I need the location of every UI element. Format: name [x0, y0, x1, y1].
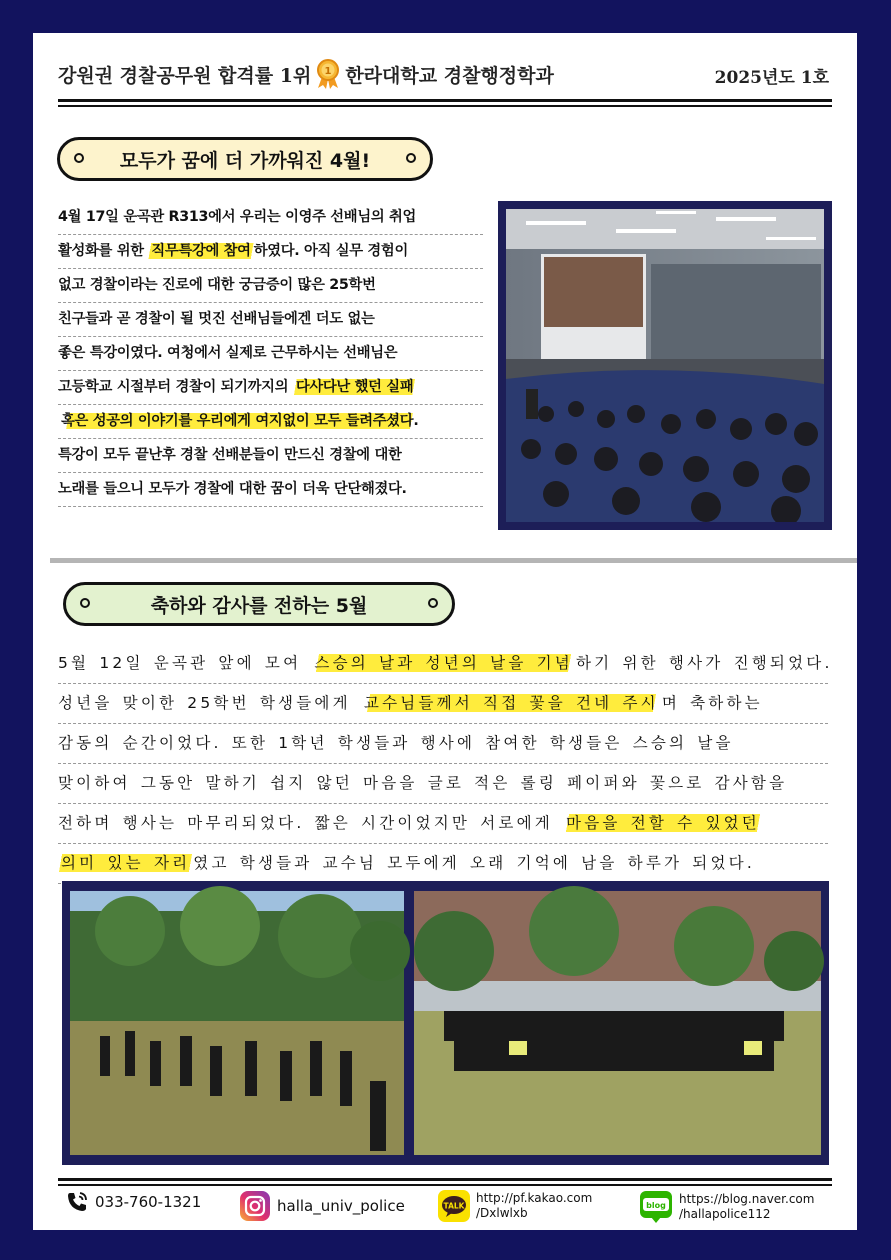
- line-text: 였고 학생들과 교수님 모두에게 오래 기억에 남을 하루가 되었다.: [193, 854, 755, 872]
- section-divider: [50, 558, 857, 563]
- kakao-url-line2: /Dxlwlxb: [476, 1206, 528, 1220]
- kakaotalk-icon: [438, 1190, 470, 1222]
- section1-heading: 모두가 꿈에 더 가까워진 4월!: [119, 149, 371, 172]
- highlighted-text: 혹은 성공의 이야기를 우리에게 여지없이 모두 들려주셨다.: [58, 413, 421, 429]
- blog-label: blog: [646, 1201, 666, 1210]
- text-line: [58, 337, 483, 371]
- line-text: 친구들과 곧 경찰이 될 멋진 선배님들에겐 더도 없는: [58, 311, 375, 327]
- footer-blog[interactable]: [639, 1190, 814, 1224]
- text-line: [58, 405, 483, 439]
- kakao-url: [476, 1191, 592, 1221]
- text-line: [58, 684, 828, 724]
- line-text: 전하며 행사는 마무리되었다. 짧은 시간이었지만 서로에게: [58, 814, 564, 832]
- text-line: [58, 644, 833, 684]
- highlighted-text: 스승의 날과 성년의 날을 기념: [311, 654, 576, 672]
- text-line: [58, 473, 483, 507]
- footer-rule-thin: [58, 1184, 832, 1186]
- line-text: 성년을 맞이한 25학번 학생들에게: [58, 694, 361, 712]
- text-line: [58, 235, 483, 269]
- line-text: 며 축하하는: [661, 694, 763, 712]
- line-text: 노래를 들으니 모두가 경찰에 대한 꿈이 더욱 단단해졌다.: [58, 481, 407, 497]
- header-rule-thin: [58, 105, 832, 107]
- line-text: 활성화를 위한: [58, 243, 149, 259]
- kakao-label: TALK: [443, 1201, 465, 1211]
- line-text: 5월 12일 운곡관 앞에 모여: [58, 654, 312, 672]
- event-photo-pair: [62, 881, 829, 1165]
- pill-dot-left: [74, 153, 84, 163]
- line-text: 없고 경찰이라는 진로에 대한 궁금증이 많은 25학번: [58, 277, 376, 293]
- event-photos: [62, 881, 829, 1165]
- pill-dot-right: [406, 153, 416, 163]
- line-text: 고등학교 시절부터 경찰이 되기까지의: [58, 379, 293, 395]
- phone-icon: [65, 1190, 89, 1214]
- phone-number: 033-760-1321: [95, 1193, 202, 1211]
- footer-rule: [58, 1178, 832, 1181]
- title-left: 강원권 경찰공무원 합격률 1위: [58, 64, 312, 87]
- newsletter-page: [33, 33, 857, 1230]
- header-rule: [58, 99, 832, 102]
- medal-icon: [314, 59, 342, 89]
- text-line: [58, 303, 483, 337]
- highlighted-text: 의미 있는 자리: [58, 854, 193, 872]
- text-line: [58, 371, 483, 405]
- highlighted-text: 교수님들께서 직접 꽃을 건네 주시: [361, 694, 662, 712]
- text-line: [58, 804, 828, 844]
- text-line: [58, 439, 483, 473]
- text-line: [58, 269, 483, 303]
- highlighted-text: 직무특강에 참여: [148, 243, 253, 259]
- kakao-url-line1: http://pf.kakao.com: [476, 1191, 593, 1205]
- text-line: [58, 764, 828, 804]
- line-text: 감동의 순간이었다. 또한 1학년 학생들과 행사에 참여한 학생들은 스승의 날을: [58, 734, 734, 752]
- section2-body: [58, 644, 833, 884]
- section1-heading-pill: [57, 137, 433, 181]
- line-text: 하기 위한 행사가 진행되었다.: [575, 654, 833, 672]
- naver-blog-icon: [639, 1190, 673, 1224]
- line-text: 하였다. 아직 실무 경험이: [253, 243, 408, 259]
- section2-heading: 축하와 감사를 전하는 5월: [150, 594, 368, 617]
- blog-url-line2: /hallapolice112: [679, 1207, 771, 1221]
- lecture-photo: [498, 201, 832, 530]
- title-right: 한라대학교 경찰행정학과: [345, 64, 554, 87]
- blog-url: [679, 1192, 814, 1222]
- pill-dot-right: [428, 598, 438, 608]
- issue-number: 2025년도 1호: [714, 68, 829, 88]
- text-line: [58, 724, 828, 764]
- medal-number: 1: [324, 66, 332, 77]
- section1-body: [58, 201, 483, 507]
- highlighted-text: 마음을 전할 수 있었던: [563, 814, 763, 832]
- footer-phone[interactable]: [65, 1190, 201, 1214]
- blog-url-line1: https://blog.naver.com: [679, 1192, 815, 1206]
- newsletter-title: [58, 59, 554, 89]
- highlighted-text: 다사다난 했던 실패: [293, 379, 416, 395]
- line-text: 4월 17일 운곡관 R313에서 우리는 이영주 선배님의 취업: [58, 209, 417, 225]
- line-text: 특강이 모두 끝난후 경찰 선배분들이 만드신 경찰에 대한: [58, 447, 402, 463]
- pill-dot-left: [80, 598, 90, 608]
- footer-kakao[interactable]: [438, 1190, 592, 1222]
- text-line: [58, 844, 828, 884]
- instagram-icon: [239, 1190, 271, 1222]
- footer-instagram[interactable]: [239, 1190, 405, 1222]
- section2-heading-pill: [63, 582, 455, 626]
- instagram-handle: halla_univ_police: [277, 1197, 405, 1215]
- line-text: 맞이하여 그동안 말하기 쉽지 않던 마음을 글로 적은 롤링 페이퍼와 꽃으로 감사함을: [58, 774, 788, 792]
- line-text: 좋은 특강이였다. 여청에서 실제로 근무하시는 선배님은: [58, 345, 398, 361]
- text-line: [58, 201, 483, 235]
